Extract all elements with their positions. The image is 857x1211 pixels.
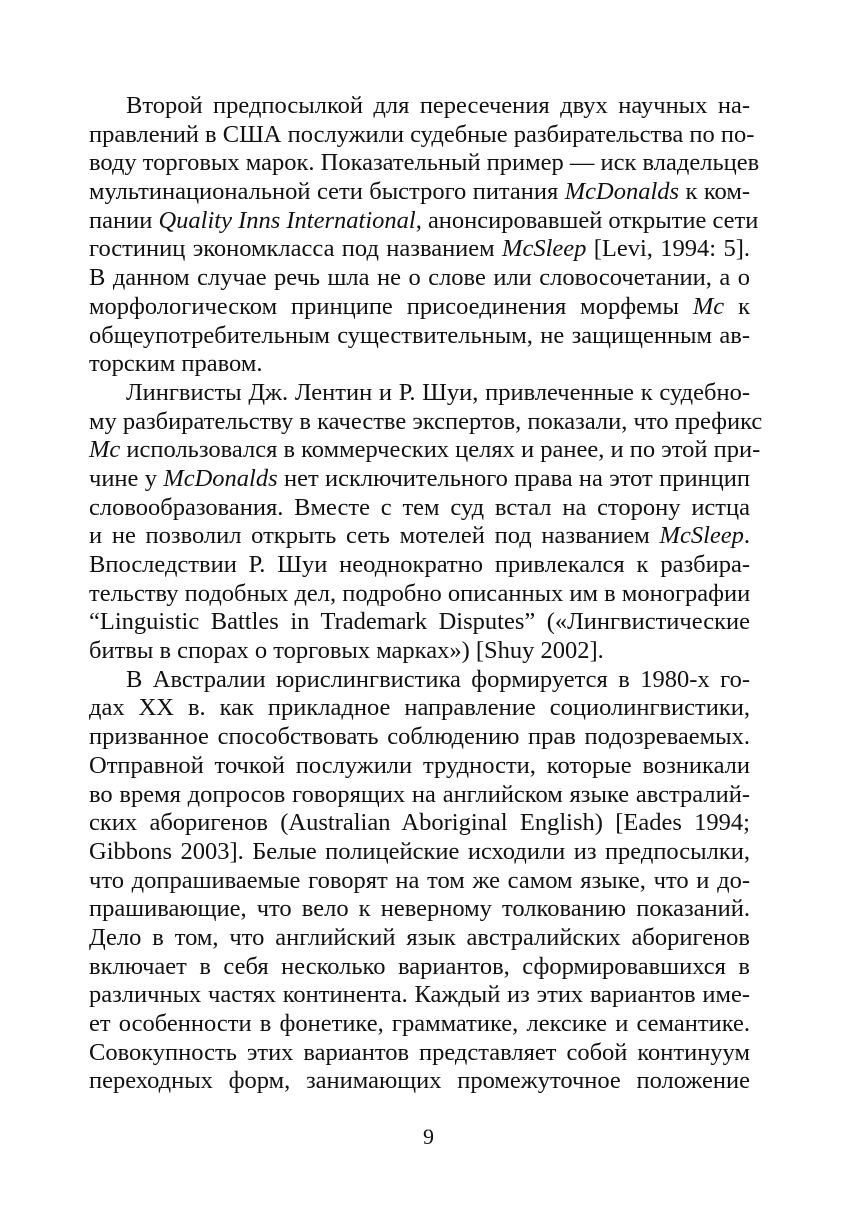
italic-text: Mc bbox=[692, 292, 725, 320]
paragraph bbox=[89, 666, 750, 1096]
text-run: , анонсировавшей открытие сети bbox=[415, 206, 759, 234]
text-line bbox=[89, 981, 750, 1010]
text-run: воду торговых марок. Показательный пример — иск владельцев bbox=[89, 149, 760, 177]
text-run: Впоследствии Р. Шуи неоднократно привлекался к разбира- bbox=[89, 551, 750, 578]
text-line bbox=[89, 867, 750, 896]
text-line bbox=[89, 752, 750, 781]
text-run: битвы в спорах о торговых марках») [Shuy 2002]. bbox=[89, 637, 604, 665]
text-line bbox=[89, 120, 755, 150]
text-line bbox=[89, 694, 750, 723]
text-run: нет исключительного права на этот принцип bbox=[277, 464, 750, 492]
text-line bbox=[89, 92, 750, 121]
italic-text: McDonalds bbox=[163, 464, 278, 492]
text-line bbox=[89, 895, 750, 924]
text-line bbox=[89, 809, 750, 838]
text-line bbox=[89, 522, 750, 551]
text-run: В данном случае речь шла не о слове или словосочетании, а о bbox=[89, 264, 750, 292]
text-line bbox=[89, 436, 761, 465]
text-line bbox=[89, 551, 750, 580]
text-line bbox=[89, 953, 750, 982]
text-line bbox=[89, 1039, 750, 1068]
text-line bbox=[89, 407, 763, 437]
italic-text: McDonalds bbox=[564, 178, 680, 206]
text-run: Отправной точкой послужили трудности, которые возникали bbox=[89, 751, 750, 779]
text-run: Gibbons 2003]. Белые полицейские исходили из предпосылки, bbox=[89, 837, 750, 865]
text-run: торским правом. bbox=[89, 350, 263, 378]
text-run: во время допросов говорящих на английском языке австралий- bbox=[89, 780, 750, 808]
text-line bbox=[89, 293, 750, 322]
text-line bbox=[89, 494, 750, 523]
text-run: чине у bbox=[89, 464, 164, 492]
text-run: призванное способствовать соблюдению прав подозреваемых. bbox=[89, 723, 750, 751]
text-run: пании bbox=[89, 206, 159, 234]
text-line bbox=[89, 206, 759, 236]
page-number: 9 bbox=[423, 1124, 434, 1149]
text-run: дах XX в. как прикладное направление социолингвистики, bbox=[89, 694, 750, 722]
paragraph bbox=[89, 378, 763, 666]
italic-text: McSleep bbox=[502, 235, 587, 263]
text-run: Второй предпосылкой для пересечения двух научных на- bbox=[126, 92, 750, 119]
text-line bbox=[89, 1010, 750, 1039]
text-run: . bbox=[743, 522, 750, 550]
text-run: ских аборигенов (Australian Aboriginal English) [Eades 1994; bbox=[89, 809, 750, 837]
text-run: В Австралии юрислингвистика формируется в 1980-х го- bbox=[126, 665, 750, 693]
text-run: му разбирательству в качестве экспертов, показали, что префикс bbox=[89, 407, 763, 435]
text-run: Дело в том, что английский язык австралийских аборигенов bbox=[89, 923, 750, 951]
text-run: что допрашиваемые говорят на том же самом языке, что и до- bbox=[89, 866, 750, 894]
text-run: мультинациональной сети быстрого питания bbox=[89, 178, 565, 206]
text-line bbox=[89, 838, 750, 867]
text-run: тельству подобных дел, подробно описанных им в монографии bbox=[89, 579, 751, 607]
text-run: [Levi, 1994: 5]. bbox=[586, 235, 751, 263]
text-run: морфологическом принципе присоединения морфемы bbox=[89, 292, 693, 320]
text-line bbox=[89, 322, 750, 351]
italic-text: McSleep bbox=[659, 522, 744, 550]
italic-text: Quality Inns International bbox=[158, 206, 416, 234]
text-line bbox=[89, 235, 750, 264]
text-run: прашивающие, что вело к неверному толкованию показаний. bbox=[89, 895, 750, 923]
text-run: словообразования. Вместе с тем суд встал на сторону истца bbox=[89, 493, 750, 521]
text-run: гостиниц экономкласса под названием bbox=[89, 235, 503, 263]
text-line bbox=[89, 1067, 750, 1096]
text-run: переходных форм, занимающих промежуточное положение bbox=[89, 1067, 750, 1095]
text-line bbox=[89, 781, 750, 810]
text-run: правлений в США послужили судебные разбирательства по по- bbox=[89, 120, 755, 148]
text-run: и не позволил открыть сеть мотелей под названием bbox=[89, 522, 660, 550]
text-run: Лингвисты Дж. Лентин и Р. Шуи, привлеченные к судебно- bbox=[126, 378, 750, 406]
text-line bbox=[89, 580, 750, 609]
italic-text: Mc bbox=[89, 436, 121, 464]
text-run: “Linguistic Battles in Trademark Disputes” («Лингвистические bbox=[89, 608, 750, 636]
text-run: Совокупность этих вариантов представляет собой континуум bbox=[89, 1038, 750, 1066]
text-line bbox=[89, 723, 750, 752]
text-run: общеупотребительным существительным, не защищенным ав- bbox=[89, 321, 750, 349]
text-line bbox=[89, 924, 750, 953]
text-run: к bbox=[724, 292, 750, 320]
page-body bbox=[89, 92, 763, 1096]
text-line bbox=[89, 379, 750, 408]
text-run: использовался в коммерческих целях и ранее, и по этой при- bbox=[120, 436, 761, 464]
paragraph bbox=[89, 92, 760, 379]
text-line bbox=[89, 350, 750, 379]
text-run: включает в себя несколько вариантов, сформировавшихся в bbox=[89, 952, 750, 980]
text-run: к ком- bbox=[679, 178, 751, 206]
text-run: ет особенности в фонетике, грамматике, лексике и семантике. bbox=[89, 1010, 750, 1037]
text-line bbox=[89, 608, 750, 637]
text-run: различных частях континента. Каждый из этих вариантов име- bbox=[89, 981, 750, 1009]
text-line bbox=[89, 465, 750, 494]
text-line bbox=[89, 637, 750, 666]
text-line bbox=[89, 149, 760, 178]
text-line bbox=[89, 264, 750, 293]
text-line bbox=[89, 178, 750, 207]
text-line bbox=[89, 666, 750, 695]
